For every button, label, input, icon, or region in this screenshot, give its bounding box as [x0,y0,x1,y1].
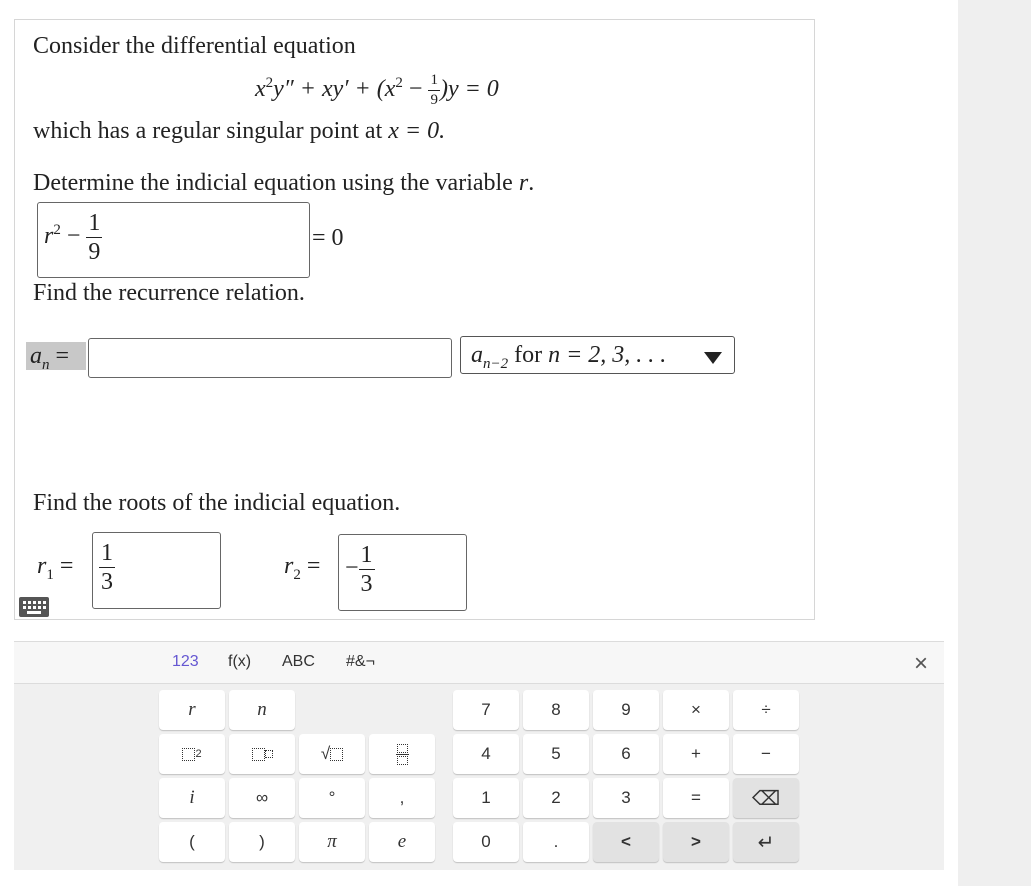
key-1[interactable]: 1 [453,778,519,818]
indicial-answer-input[interactable]: $r^2$ − $\frac{1}{9}$ [37,202,310,278]
keyboard-tabbar [14,642,944,684]
key-n[interactable]: n [229,690,295,730]
key-plus[interactable]: + [663,734,729,774]
key-divide[interactable]: ÷ [733,690,799,730]
key-degree[interactable]: ° [299,778,365,818]
root2-label: $r_2$ = [284,553,321,583]
right-gutter [958,0,1031,886]
math-keyboard [14,641,944,870]
backspace-icon[interactable]: ⌫ [733,778,799,818]
keyboard-toggle-icon[interactable] [19,597,49,617]
recurrence-dropdown[interactable]: $a_{n-2}$ for n = 2, 3, . . . [460,336,735,374]
ode-equation: $x^2y'' + xy' + (x^2$ − $\frac{1}{9}$ )y = 0 [255,72,499,108]
tab-symbols[interactable]: #&¬ [346,653,375,670]
root1-label: $r_1$ = [37,553,74,583]
key-7[interactable]: 7 [453,690,519,730]
close-icon[interactable]: × [914,650,929,677]
root1-input[interactable]: $\frac{1}{3}$ [92,532,221,609]
key-0[interactable]: 0 [453,822,519,862]
key-infinity[interactable]: ∞ [229,778,295,818]
key-sqrt[interactable]: √ [299,734,365,774]
enter-icon[interactable]: ↵ [733,822,799,862]
recurrence-input[interactable] [88,338,452,378]
key-equals[interactable]: = [663,778,729,818]
key-cursor-left[interactable]: < [593,822,659,862]
key-4[interactable]: 4 [453,734,519,774]
key-3[interactable]: 3 [593,778,659,818]
key-e[interactable]: e [369,822,435,862]
key-fraction[interactable] [369,734,435,774]
tab-abc[interactable]: ABC [282,653,315,670]
key-left-paren[interactable]: ( [159,822,225,862]
key-r[interactable]: r [159,690,225,730]
key-i[interactable]: i [159,778,225,818]
roots-prompt: Find the roots of the indicial equation. [33,490,401,516]
equals-zero: = 0 [312,225,344,251]
key-cursor-right[interactable]: > [663,822,729,862]
key-minus[interactable]: − [733,734,799,774]
key-times[interactable]: × [663,690,729,730]
problem-card [14,19,815,620]
key-8[interactable]: 8 [523,690,589,730]
key-pi[interactable]: π [299,822,365,862]
key-power[interactable] [229,734,295,774]
key-2[interactable]: 2 [523,778,589,818]
tab-123[interactable]: 123 [172,653,199,670]
key-right-paren[interactable]: ) [229,822,295,862]
key-5[interactable]: 5 [523,734,589,774]
singular-note: which has a regular singular point at x = 0. [33,118,446,144]
root2-input[interactable]: − $\frac{1}{3}$ [338,534,467,611]
recurrence-label: $a_n$ = [26,342,86,370]
key-6[interactable]: 6 [593,734,659,774]
key-comma[interactable]: , [369,778,435,818]
key-squared[interactable]: 2 [159,734,225,774]
recurrence-prompt: Find the recurrence relation. [33,280,305,306]
key-9[interactable]: 9 [593,690,659,730]
indicial-prompt: Determine the indicial equation using the variable r. [33,170,535,196]
intro-text: Consider the differential equation [33,33,356,59]
chevron-down-icon [704,352,722,364]
tab-fx[interactable]: f(x) [228,653,252,670]
key-dot[interactable]: . [523,822,589,862]
